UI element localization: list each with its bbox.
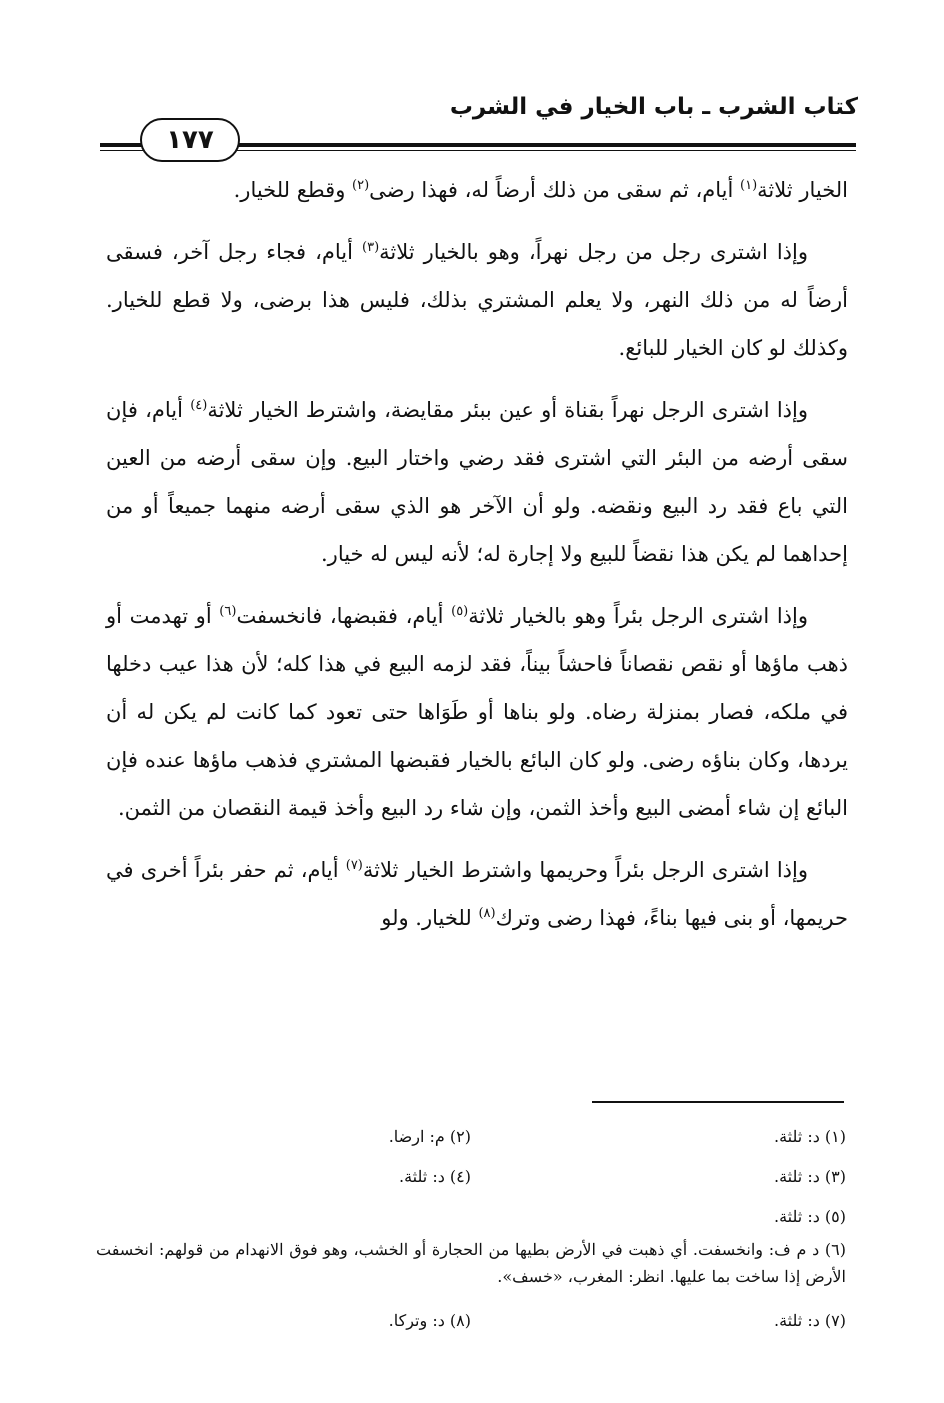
text-run: أو تهدمت أو ذهب ماؤها أو نقص نقصاناً فاحشاً بيناً، فقد لزمه البيع في هذا كله؛ لأن هذا عيب دخلها في ملكه، فصار بمنزلة رضاه. ولو بناها أو طَوَاها حتى تعود كما كانت لم يكن له أن يردها، وكان بناؤه رضى. ولو كان البائع بالخيار فقبضها المشتري فذهب ماؤها عنده فإن البائع إن شاء أمضى البيع وأخذ الثمن، وإن شاء رد البيع وأخذ قيمة النقصان من الثمن. — [106, 604, 848, 820]
text-run: وإذا اشترى الرجل بئراً وهو بالخيار ثلاثة — [468, 604, 808, 628]
footnote-marker: (٦) — [219, 604, 237, 619]
text-run: الخيار ثلاثة — [757, 178, 848, 202]
paragraph-1 — [106, 166, 848, 214]
footnote-marker: (٣) — [362, 240, 380, 255]
text-run: أيام، فإن سقى أرضه من البئر التي اشترى فقد رضي واختار البيع. وإن سقى أرضه من العين التي باع فقد رد البيع ونقضه. ولو أن الآخر هو الذي سقى أرضه منهما جميعاً أو من إحداهما لم يكن هذا نقضاً للبيع ولا إجارة له؛ لأنه ليس له خيار. — [106, 398, 848, 566]
text-run: وإذا اشترى الرجل بئراً وحريمها واشترط الخيار ثلاثة — [362, 858, 808, 882]
footnote-8: (٨) د: وتركا. — [388, 1310, 471, 1330]
running-title: كتاب الشرب ـ باب الخيار في الشرب — [449, 94, 858, 120]
main-text — [106, 166, 848, 956]
footnote-3: (٣) د: ثلثة. — [773, 1166, 846, 1186]
footnote-marker: (٥) — [451, 604, 469, 619]
footnote-1: (١) د: ثلثة. — [773, 1126, 846, 1146]
footnotes — [96, 1116, 846, 1340]
footnote-4: (٤) د: ثلثة. — [398, 1166, 471, 1186]
paragraph-3 — [106, 386, 848, 578]
footnote-row — [96, 1156, 846, 1196]
text-run: وإذا اشترى رجل من رجل نهراً، وهو بالخيار ثلاثة — [379, 240, 808, 264]
page-number: ١٧٧ — [140, 118, 240, 162]
text-run: وقطع للخيار. — [233, 178, 353, 202]
text-run: وإذا اشترى الرجل نهراً بقناة أو عين ببئر مقايضة، واشترط الخيار ثلاثة — [207, 398, 809, 422]
text-run: للخيار. ولو — [381, 906, 479, 930]
text-run: أيام، فقبضها، فانخسفت — [236, 604, 452, 628]
footnote-7: (٧) د: ثلثة. — [773, 1310, 846, 1330]
footnote-separator — [592, 1101, 844, 1103]
text-run: أيام، ثم سقى من ذلك أرضاً له، فهذا رضى — [369, 178, 741, 202]
paragraph-4 — [106, 592, 848, 832]
footnote-marker: (١) — [740, 178, 758, 193]
footnote-marker: (٨) — [478, 906, 496, 921]
footnote-marker: (٤) — [190, 398, 208, 413]
footnote-5: (٥) د: ثلثة. — [773, 1206, 846, 1226]
footnote-2: (٢) م: ارضا. — [388, 1126, 471, 1146]
paragraph-5 — [106, 846, 848, 942]
footnote-marker: (٧) — [345, 858, 363, 873]
footnote-row — [96, 1300, 846, 1340]
footnote-marker: (٢) — [352, 178, 370, 193]
footnote-row — [96, 1116, 846, 1156]
text-run: أيام، فجاء رجل آخر، فسقى أرضاً له من ذلك النهر، ولا يعلم المشتري بذلك، فليس هذا برضى، ولا قطع للخيار. وكذلك لو كان الخيار للبائع. — [106, 240, 848, 360]
paragraph-2 — [106, 228, 848, 372]
text-run: أيام، ثم حفر بئراً أخرى في حريمها، أو بنى فيها بناءً، فهذا رضى وترك — [106, 858, 848, 930]
footnote-6: (٦) د م ف: وانخسفت. أي ذهبت في الأرض بطيها من الحجارة أو الخشب، وهو فوق الانهدام من قولهم: انخسفت الأرض إذا ساخت بما عليها. انظر: المغرب، «خسف». — [96, 1240, 846, 1286]
footnote-row — [96, 1196, 846, 1236]
